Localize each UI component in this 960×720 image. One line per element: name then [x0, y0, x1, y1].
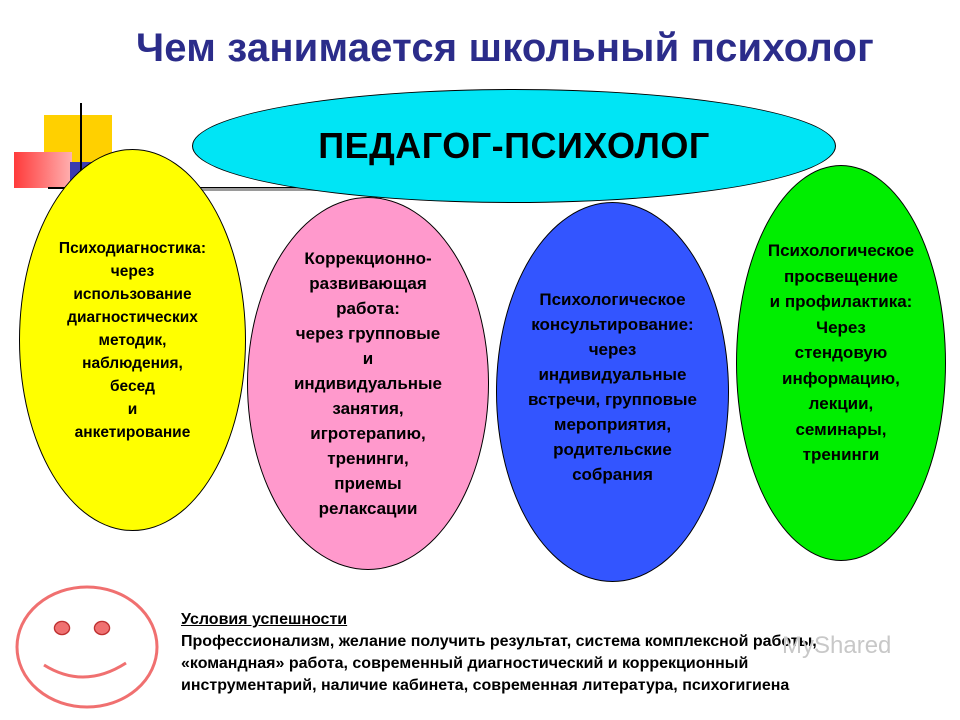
area-line: родительские — [553, 440, 672, 459]
smiley-mouth — [44, 663, 126, 677]
center-ellipse — [192, 89, 836, 203]
area-line: Психодиагностика: — [58, 239, 207, 257]
area-ellipse-education — [736, 165, 946, 561]
area-line: Психологическое — [539, 290, 686, 309]
area-line: тренинги, — [327, 449, 409, 468]
area-line: индивидуальные — [538, 365, 687, 384]
area-line: и профилактика: — [769, 292, 913, 312]
area-line: работа: — [336, 299, 400, 318]
success-conditions-line: инструментарий, наличие кабинета, современная литература, психогигиена — [181, 677, 790, 694]
area-line: развивающая — [309, 274, 427, 293]
area-line: анкетирование — [74, 423, 191, 441]
area-line: использование — [73, 285, 192, 303]
area-line: бесед — [109, 377, 156, 395]
area-line: через групповые — [295, 324, 441, 343]
page-title: Чем занимается школьный психолог — [135, 26, 875, 70]
area-line: информацию, — [782, 368, 900, 388]
center-label: ПЕДАГОГ-ПСИХОЛОГ — [318, 125, 710, 166]
success-conditions-line: «командная» работа, современный диагностический и коррекционный — [181, 655, 749, 672]
area-ellipse-consulting — [496, 202, 729, 582]
area-line: собрания — [572, 465, 653, 484]
area-line: индивидуальные — [293, 374, 443, 393]
area-ellipse-correction — [247, 197, 489, 570]
area-line: просвещение — [784, 266, 898, 286]
area-line: и — [362, 349, 374, 368]
area-line: через — [110, 262, 155, 280]
area-line: методик, — [98, 331, 167, 349]
area-line: диагностических — [67, 308, 198, 326]
success-conditions-heading: Условия успешности — [181, 611, 348, 628]
area-line: встречи, групповые — [527, 390, 698, 409]
area-line: стендовую — [794, 343, 888, 363]
area-line: игротерапию, — [310, 424, 426, 443]
area-ellipse-psychodiagnostics — [19, 149, 246, 531]
area-line: Через — [816, 317, 866, 337]
success-conditions-line: Профессионализм, желание получить результат, система комплексной работы, — [181, 633, 817, 650]
smiley-left-eye — [56, 623, 68, 633]
watermark: MyShared — [782, 632, 892, 659]
area-line: тренинги — [802, 445, 880, 465]
area-line: приемы — [334, 474, 402, 493]
area-line: консультирование: — [531, 315, 694, 334]
area-line: через — [588, 340, 637, 359]
smiley-icon — [14, 585, 164, 715]
area-line: занятия, — [332, 399, 404, 418]
area-line: семинары, — [795, 419, 887, 439]
area-line: Психологическое — [767, 241, 915, 261]
area-line: и — [127, 400, 138, 418]
area-line: наблюдения, — [82, 354, 183, 372]
area-text — [528, 287, 697, 487]
smiley-face — [17, 587, 157, 707]
area-line: Коррекционно- — [304, 249, 432, 268]
area-line: мероприятия, — [553, 415, 672, 434]
decor-red-square — [14, 152, 72, 188]
smiley-right-eye — [96, 623, 108, 633]
success-conditions — [181, 609, 817, 697]
area-text — [59, 237, 206, 444]
area-text — [294, 246, 442, 521]
area-line: релаксации — [318, 499, 418, 518]
area-text — [768, 238, 914, 468]
area-line: лекции, — [808, 394, 874, 414]
